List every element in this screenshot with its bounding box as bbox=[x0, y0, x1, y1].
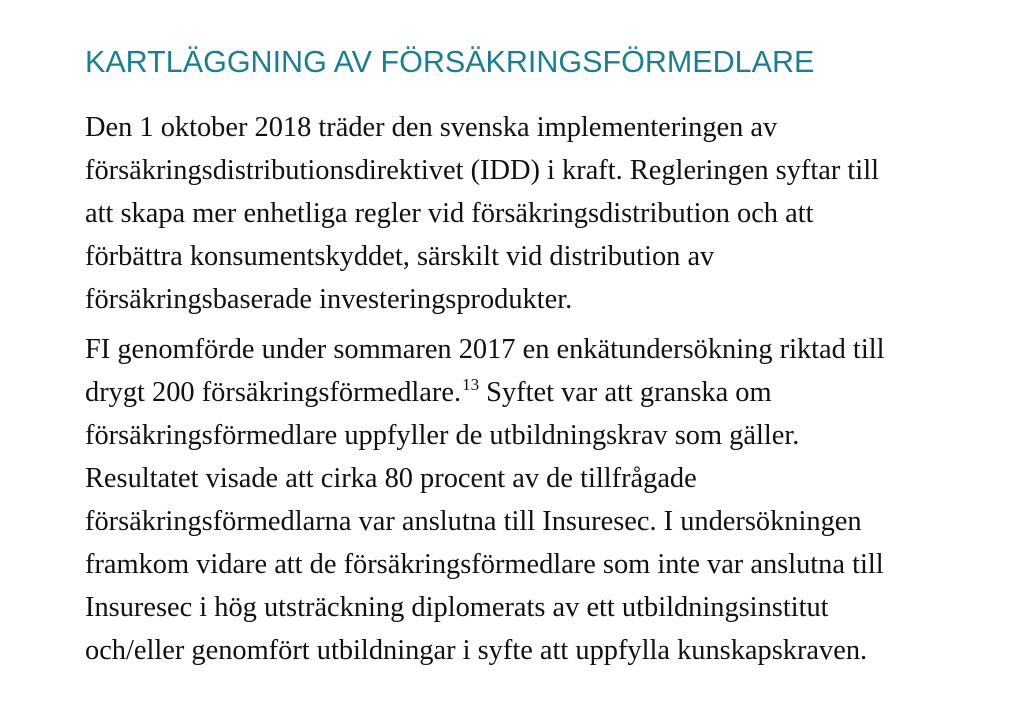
paragraph-line: Resultatet visade att cirka 80 procent av de tillfrågade bbox=[85, 463, 697, 494]
paragraph-survey-results bbox=[85, 328, 885, 672]
paragraph-line: försäkringsbaserade investeringsprodukter. bbox=[85, 284, 573, 315]
paragraph-line: försäkringsdistributionsdirektivet (IDD) i kraft. Regleringen syftar till bbox=[85, 155, 879, 186]
line-text-after-footnote: Syftet var att granska om bbox=[479, 377, 772, 408]
line-text-before-footnote: drygt 200 försäkringsförmedlare. bbox=[85, 377, 462, 408]
paragraph-line: att skapa mer enhetliga regler vid försäkringsdistribution och att bbox=[85, 198, 814, 229]
paragraph-line: framkom vidare att de försäkringsförmedlare som inte var anslutna till bbox=[85, 549, 884, 580]
section-heading: KARTLÄGGNING AV FÖRSÄKRINGSFÖRMEDLARE bbox=[85, 45, 815, 79]
paragraph-line: Insuresec i hög utsträckning diplomerats av ett utbildningsinstitut bbox=[85, 592, 829, 623]
footnote-reference[interactable]: 13 bbox=[462, 375, 480, 394]
paragraph-idd-implementation bbox=[85, 106, 879, 321]
paragraph-line: försäkringsförmedlare uppfyller de utbildningskrav som gäller. bbox=[85, 420, 800, 451]
paragraph-line: och/eller genomfört utbildningar i syfte att uppfylla kunskapskraven. bbox=[85, 635, 868, 666]
paragraph-line bbox=[85, 371, 885, 414]
paragraph-line: FI genomförde under sommaren 2017 en enkätundersökning riktad till bbox=[85, 334, 885, 365]
paragraph-line: förbättra konsumentskyddet, särskilt vid distribution av bbox=[85, 241, 715, 272]
paragraph-line: Den 1 oktober 2018 träder den svenska implementeringen av bbox=[85, 112, 778, 143]
paragraph-line: försäkringsförmedlarna var anslutna till Insuresec. I undersökningen bbox=[85, 506, 862, 537]
